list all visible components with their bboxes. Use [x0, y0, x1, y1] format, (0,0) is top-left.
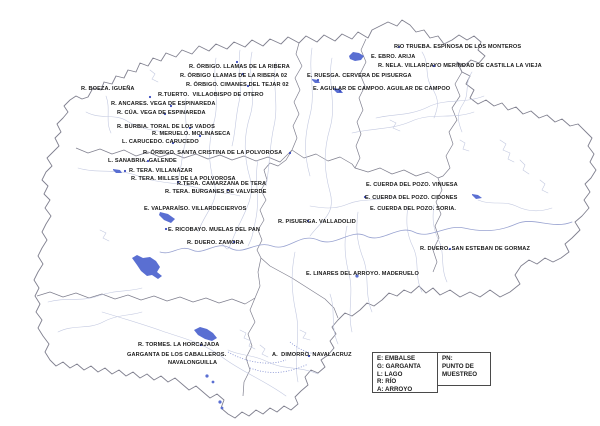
legend-item-embalse: E: EMBALSE [377, 355, 416, 362]
label-tormes-horcajada: R. TORMES. LA HORCAJADA [138, 342, 220, 348]
label-cuerda-pozo-cidones: E. CUERDA DEL POZO. CIDONES [365, 195, 458, 201]
label-tera-villanazar: R. TERA. VILLANÁZAR [129, 168, 193, 174]
embalse-ebro [349, 52, 364, 61]
label-rio-trueba-espinosa: RIO TRUEBA. ESPINOSA DE LOS MONTEROS [394, 44, 522, 50]
laguna-gredos [218, 400, 221, 403]
label-tera-burganes-valverde: R. TERA. BURGANES DE VALVERDE [165, 189, 267, 195]
label-meruelo-molinaseca: R. MERUELO. MOLINASECA [152, 131, 231, 137]
label-orbigo-llamas-02: R. ÓRBIGO LLAMAS DE LA RIBERA 02 [180, 73, 288, 79]
label-pisuerga-valladolid: R. PISUERGA. VALLADOLID [278, 219, 356, 225]
legend-pm-line1: PUNTO DE [442, 362, 474, 370]
label-rio-nela-villarcayo: R. NELA. VILLARCAYO MERINDAD DE CASTILLA LA VIEJA [378, 63, 542, 69]
label-cuerda-pozo-soria: E. CUERDA DEL POZO. SORIA. [370, 206, 457, 212]
label-orbigo-llamas: R. ÓRBIGO. LLAMAS DE LA RIBERA [189, 64, 290, 70]
label-valparaiso-villardeciervos: E. VALPARAÍSO. VILLARDECIERVOS [144, 206, 247, 212]
label-burbia-toral-vados: R. BURBIA. TORAL DE LOS VADOS [117, 124, 215, 130]
laguna-gredos [205, 374, 208, 377]
label-tera-camarzana: R.TERA. CAMARZANA DE TERA [177, 181, 267, 187]
legend-item-garganta: G: GARGANTA [377, 362, 421, 370]
legend-item-rio: R: RÍO [377, 378, 397, 386]
label-orbigo-santa-cristina: R. ÓRBIGO. SANTA CRISTINA DE LA POLVOROSA [143, 150, 283, 156]
legend-abbreviations [372, 352, 438, 393]
label-garganta-caballeros: GARGANTA DE LOS CABALLEROS. [127, 352, 227, 358]
legend-item-lago: L: LAGO [377, 370, 403, 378]
legend-pm-label: PN: [442, 355, 453, 362]
embalse-tormes [194, 327, 217, 341]
label-embalse-ebro-arija: E. EBRO. ARIJA [371, 54, 416, 60]
label-orbigo-cimanes-02: R. ÓRBIGO. CIMANES DEL TEJAR 02 [186, 82, 289, 88]
laguna-gredos [221, 407, 224, 410]
embalse-ricobayo [132, 255, 162, 279]
label-duero-zamora: R. DUERO. ZAMORA [187, 240, 244, 246]
label-tuerto-villaobispo: R.TUERTO. VILLAOBISPO DE OTERO [158, 92, 264, 98]
label-ancares-vega-espinareda: R. ANCARES. VEGA DE ESPINAREDA [111, 101, 216, 107]
label-embalse-ruesga-cervera: E. RUESGA. CERVERA DE PISUERGA [307, 73, 412, 79]
label-tera-milles-polvorosa: R. TERA. MILLES DE LA POLVOROSA [131, 176, 236, 182]
legend-pm-line2: MUESTREO [442, 370, 478, 378]
lago-sanabria [113, 169, 122, 173]
label-dimorro-navalacruz: A. DIMORRO. NAVALACRUZ [272, 352, 352, 358]
label-ricobayo-muelas-pan: E. RICOBAYO. MUELAS DEL PAN [168, 227, 261, 233]
label-cuerda-pozo-vinuesa: E. CUERDA DEL POZO. VINUESA [366, 182, 458, 188]
label-lago-carucedo: L. CARUCEDO. CARUCEDO [122, 139, 199, 145]
legend-item-arroyo: A: ARROYO [377, 386, 413, 394]
legend-sampling-point [437, 352, 491, 386]
embalse-cuerda-del-pozo [472, 194, 482, 199]
label-boeza-iguena: R. BOEZA. IGUEÑA [81, 86, 135, 92]
laguna-gredos [212, 381, 215, 384]
label-linares-arroyo-maderuelo: E. LINARES DEL ARROYO. MADERUELO [306, 271, 419, 277]
embalse-valparaiso [159, 212, 175, 223]
label-duero-san-esteban-gormaz: R. DUERO. SAN ESTEBAN DE GORMAZ [420, 246, 531, 252]
label-embalse-aguilar-campoo: E. AGUILAR DE CAMPOO. AGUILAR DE CAMPOO [313, 86, 451, 92]
label-lago-sanabria-galende: L. SANABRIA. GALENDE [108, 158, 177, 164]
label-cua-vega-espinareda: R. CÚA. VEGA DE ESPINAREDA [117, 110, 206, 116]
label-navalonguilla: NAVALONGUILLA [168, 360, 218, 366]
